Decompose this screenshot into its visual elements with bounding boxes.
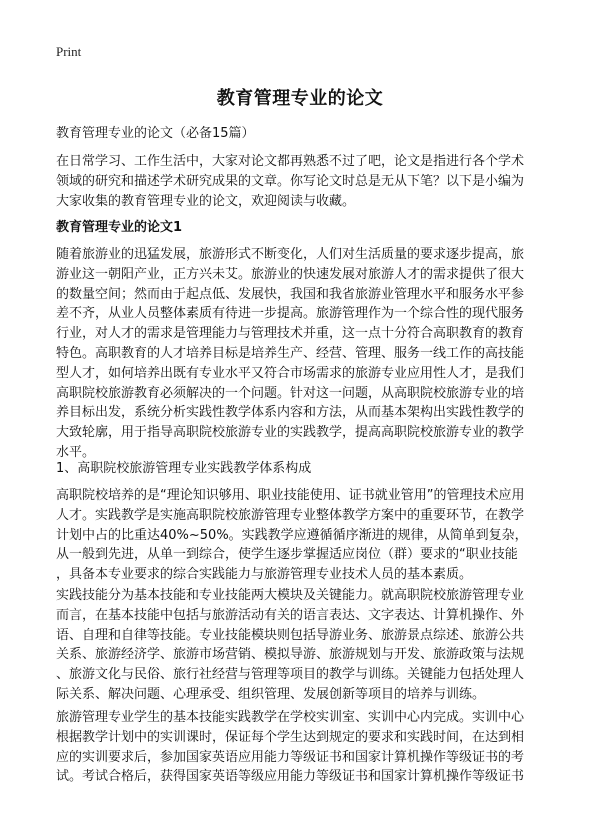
text-line: 根据教学计划中的实训课时，保证每个学生达到规定的要求和实践时间，在达到相 — [56, 729, 525, 745]
paragraph-3 — [56, 586, 552, 705]
text-line: 在日常学习、工作生活中，大家对论文都再熟悉不过了吧，论文是指进行各个学术 — [56, 154, 525, 169]
text-line: 而言，在基本技能中包括与旅游活动有关的语言表达、文字表达、计算机操作、外 — [56, 607, 525, 623]
subsection-heading: 1、高职院校旅游管理专业实践教学体系构成 — [56, 461, 312, 476]
paragraph-4 — [56, 708, 552, 787]
text-line: 旅游管理专业学生的基本技能实践教学在学校实训室、实训中心内完成。实训中心 — [56, 710, 525, 725]
text-line: 实践技能分为基本技能和专业技能两大模块及关键能力。就高职院校旅游管理专业 — [56, 588, 525, 603]
text-line: 领域的研究和描述学术研究成果的文章。你写论文时总是无从下笔？以下是小编为 — [56, 173, 525, 189]
intro-paragraph — [56, 152, 552, 211]
text-line: 高职院校旅游教育必须解决的一个问题。针对这一问题，从高职院校旅游专业的培 — [56, 385, 525, 401]
text-line: 试。考试合格后，获得国家英语等级应用能力等级证书和国家计算机操作等级证书 — [56, 769, 525, 785]
section-heading: 教育管理专业的论文1 — [56, 220, 183, 235]
text-line: 大家收集的教育管理专业的论文，欢迎阅读与收藏。 — [56, 193, 356, 209]
subtitle: 教育管理专业的论文（必备15篇） — [56, 126, 255, 141]
paragraph-2 — [56, 486, 552, 585]
text-line: 关系、旅游经济学、旅游市场营销、模拟导游、旅游规划与开发、旅游政策与法规 — [56, 647, 525, 663]
text-line: 大致轮廓，用于指导高职院校旅游专业的实践教学，提高高职院校旅游专业的教学 — [56, 425, 525, 441]
text-line: 高职院校培养的是“理论知识够用、职业技能使用、证书就业管用”的管理技术应用 — [56, 488, 525, 503]
text-line: 游业这一朝阳产业，正方兴未艾。旅游业的快速发展对旅游人才的需求提供了很大 — [56, 266, 525, 282]
text-line: 型人才，如何培养出既有专业水平又符合市场需求的旅游专业应用性人才，是我们 — [56, 365, 525, 381]
text-line: 人才。实践教学是实施高职院校旅游管理专业整体教学方案中的重要环节，在教学 — [56, 507, 525, 523]
text-line: 随着旅游业的迅猛发展，旅游形式不断变化，人们对生活质量的要求逐步提高，旅 — [56, 247, 525, 262]
print-link[interactable]: Print — [56, 44, 82, 59]
text-line: 养目标出发，系统分析实践性教学体系内容和方法，从而基本架构出实践性教学的 — [56, 405, 525, 421]
text-line: 计划中占的比重达40%~50%。实践教学应遵循循序渐进的规律，从简单到复杂， — [56, 527, 528, 543]
text-line: 从一般到先进，从单一到综合，使学生逐步掌握适应岗位（群）要求的“职业技能 — [56, 547, 518, 563]
text-line: 的数量空间；然而由于起点低、发展快，我国和我省旅游业管理水平和服务水平参 — [56, 286, 525, 302]
paragraph-1 — [56, 245, 552, 463]
text-line: 际关系、解决问题、心理承受、组织管理、发展创新等项目的培养与训练。 — [56, 686, 486, 702]
text-line: 水平。 — [56, 444, 96, 460]
text-line: 、旅游文化与民俗、旅行社经营与管理等项目的教学与训练。关键能力包括处理人 — [56, 667, 525, 683]
text-line: ，具备本专业要求的综合实践能力与旅游管理专业技术人员的基本素质。 — [56, 567, 473, 583]
text-line: 差不齐，从业人员整体素质有待进一步提高。旅游管理作为一个综合性的现代服务 — [56, 306, 525, 322]
text-line: 应的实训要求后，参加国家英语应用能力等级证书和国家计算机操作等级证书的考 — [56, 749, 525, 765]
text-line: 行业，对人才的需求是管理能力与管理技术并重，这一点十分符合高职教育的教育 — [56, 326, 525, 342]
text-line: 特色。高职教育的人才培养目标是培养生产、经营、管理、服务一线工作的高技能 — [56, 345, 525, 361]
page-title: 教育管理专业的论文 — [216, 88, 384, 109]
text-line: 语、自理和自律等技能。专业技能模块则包括导游业务、旅游景点综述、旅游公共 — [56, 627, 525, 643]
